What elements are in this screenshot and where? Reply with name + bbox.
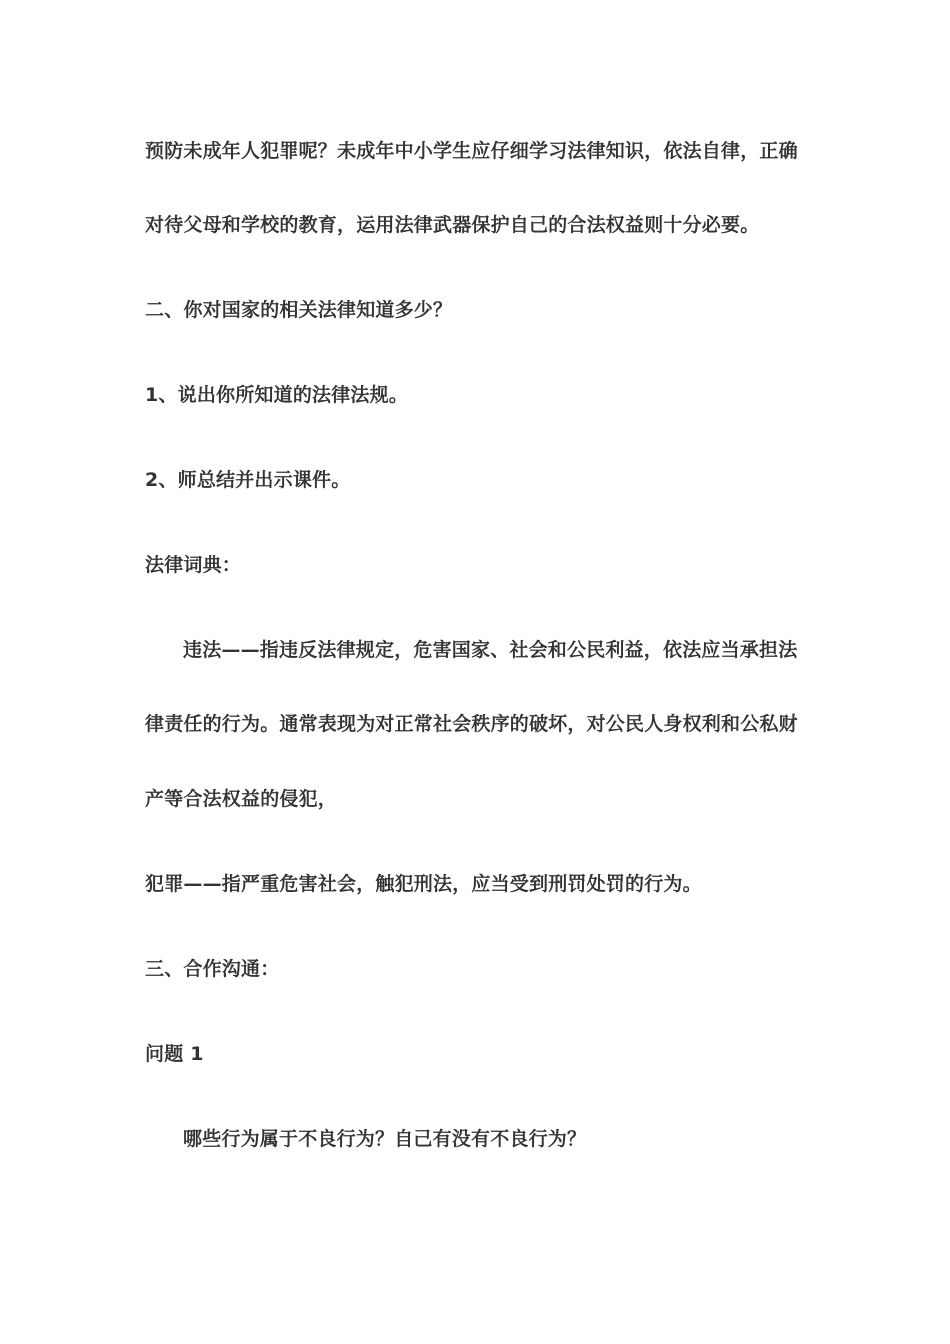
paragraph-line: 对待父母和学校的教育，运用法律武器保护自己的合法权益则十分必要。 xyxy=(145,214,760,236)
section-heading: 二、你对国家的相关法律知道多少？ xyxy=(145,299,453,321)
definition-line: 犯罪——指严重危害社会，触犯刑法，应当受到刑罚处罚的行为。 xyxy=(145,873,702,895)
subheading: 法律词典： xyxy=(145,554,242,576)
list-item: 2、师总结并出示课件。 xyxy=(145,469,351,491)
paragraph-line: 预防未成年人犯罪呢？未成年中小学生应仔细学习法律知识，依法自律，正确 xyxy=(145,140,798,162)
definition-line: 违法——指违反法律规定，危害国家、社会和公民利益，依法应当承担法 xyxy=(183,639,798,661)
definition-line: 产等合法权益的侵犯， xyxy=(145,788,338,810)
question-label: 问题 1 xyxy=(145,1043,204,1065)
section-heading: 三、合作沟通： xyxy=(145,958,280,980)
list-item: 1、说出你所知道的法律法规。 xyxy=(145,384,409,406)
definition-line: 律责任的行为。通常表现为对正常社会秩序的破坏，对公民人身权利和公私财 xyxy=(145,713,798,735)
question-text: 哪些行为属于不良行为？自己有没有不良行为？ xyxy=(183,1128,587,1150)
